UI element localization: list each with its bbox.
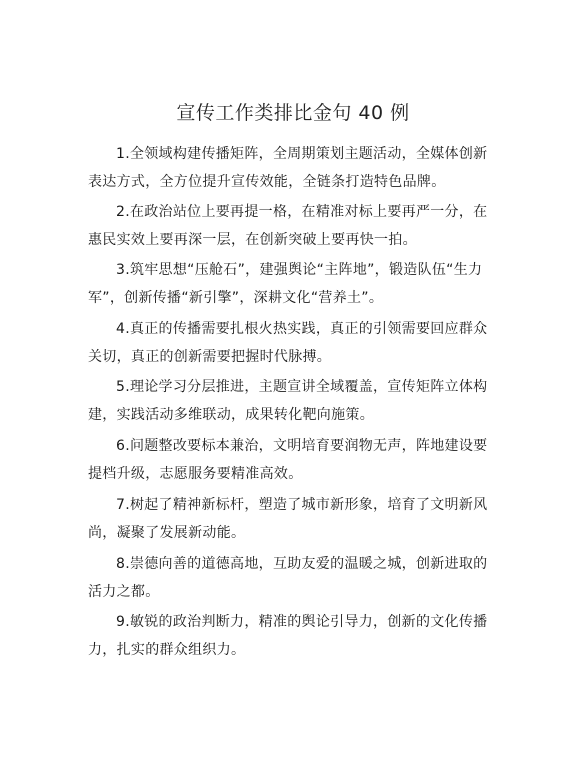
- paragraph-item-5: 5.理论学习分层推进，主题宣讲全域覆盖，宣传矩阵立体构建，实践活动多维联动，成果转化靶向施策。: [88, 379, 488, 423]
- paragraph-item-4: 4.真正的传播需要扎根火热实践，真正的引领需要回应群众关切，真正的创新需要把握时代脉搏。: [88, 321, 488, 365]
- paragraph-item-6: 6.问题整改要标本兼治，文明培育要润物无声，阵地建设要提档升级，志愿服务要精准高效。: [88, 438, 488, 482]
- paragraph-item-9: 9.敏锐的政治判断力，精准的舆论引导力，创新的文化传播力，扎实的群众组织力。: [88, 614, 488, 658]
- paragraph-item-2: 2.在政治站位上要再提一格，在精准对标上要再严一分，在惠民实效上要再深一层，在创新突破上要再快一拍。: [88, 204, 488, 248]
- paragraph-item-7: 7.树起了精神新标杆，塑造了城市新形象，培育了文明新风尚，凝聚了发展新动能。: [88, 497, 488, 541]
- paragraph-item-1: 1.全领域构建传播矩阵，全周期策划主题活动，全媒体创新表达方式，全方位提升宣传效能，全链条打造特色品牌。: [88, 146, 488, 190]
- paragraph-item-8: 8.崇德向善的道德高地，互助友爱的温暖之城，创新进取的活力之都。: [88, 556, 488, 600]
- document-title: 宣传工作类排比金句 40 例: [176, 102, 410, 124]
- paragraph-item-3: 3.筑牢思想“压舱石”，建强舆论“主阵地”，锻造队伍“生力军”，创新传播“新引擎”，深耕文化“营养土”。: [88, 262, 483, 306]
